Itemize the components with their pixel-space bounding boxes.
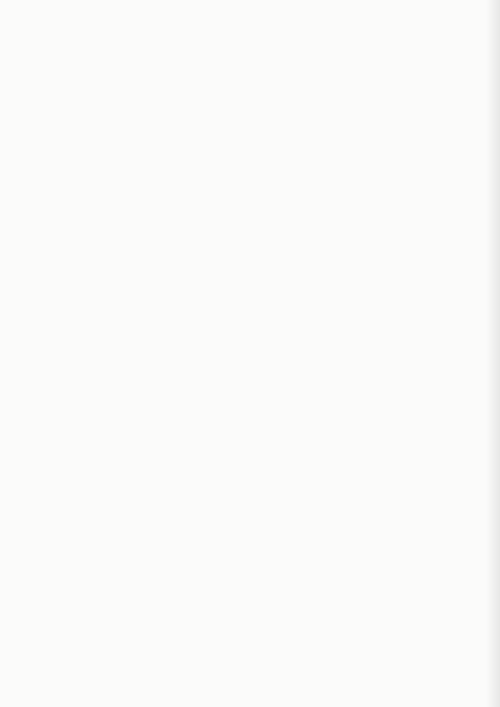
scan-shadow [486, 0, 500, 707]
